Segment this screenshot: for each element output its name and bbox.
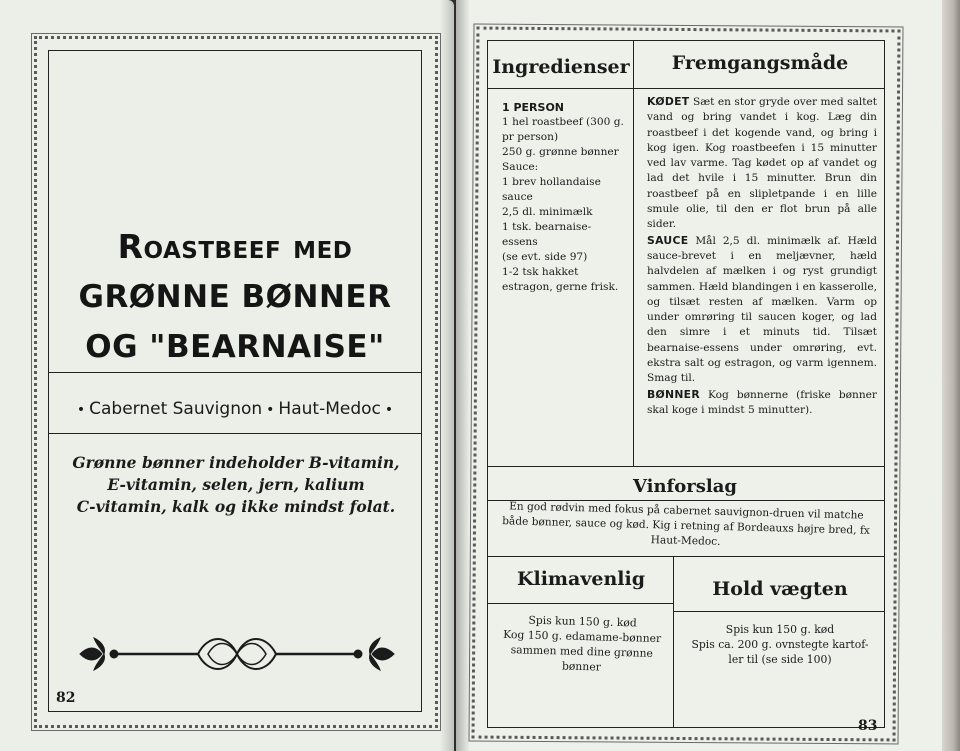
climate-line: Kog 150 g. edamame-bønner	[503, 627, 662, 646]
weight-line: Spis ca. 200 g. ovnstegte kartof-	[691, 638, 869, 651]
recipe-title	[50, 222, 420, 372]
climate-line: bønner	[561, 659, 602, 674]
ingredients-list	[502, 100, 626, 295]
method-step-text: Mål 2,5 dl. minimælk af. Hæld sauce-brevet i en meljævner, hæld halvdelen af mælken i og ryst grundigt sammen. Hæld blandingen i en kasserolle, og tilsæt resten af mælken. Varm op under omrøring til saucen koger, og lad den simre i et minuts tid. Tilsæt bearnaise-essens under omrøring, evt. ekstra salt og estragon, og varm igennem. Smag til.	[647, 234, 877, 385]
ingredients-header: Ingredienser	[492, 56, 630, 78]
title-divider-bottom	[49, 433, 421, 434]
method-step-text: Sæt en stor gryde over med saltet vand og bring vandet i kog. Læg din roastbeef i det kogende vand, og bring i kog igen. Kog roastbeefen i 15 minutter ved lav varme. Tag kødet op af vandet og lad det hvile i 15 minutter. Brun din roastbeef på en slipletpande i en lille smule olie, til den er flot brun på alle sider.	[647, 96, 877, 231]
nutrition-note	[54, 452, 418, 518]
climate-text	[493, 612, 671, 677]
weight-text	[680, 622, 880, 667]
ingredient-item: 1 hel roastbeef (300 g.	[502, 116, 624, 128]
ingredient-item: 1 tsk. bearnaise-essens	[502, 221, 592, 248]
boxes-divider-top	[488, 556, 884, 557]
weight-line: ler til (se side 100)	[728, 653, 832, 666]
wine-grape: Cabernet Sauvignon	[89, 399, 263, 419]
column-divider	[633, 41, 634, 467]
weight-line: Spis kun 150 g. kød	[725, 623, 835, 636]
wine-row-divider-top	[488, 466, 884, 467]
flourish-ornament-icon	[78, 628, 396, 680]
book-page-edges	[942, 0, 960, 751]
nutrition-line-1: Grønne bønner indeholder B-vitamin,	[72, 453, 400, 472]
boxes-header-underline-right	[673, 611, 884, 612]
method-step-lead: KØDET	[647, 95, 690, 108]
wine-header: Vinforslag	[632, 476, 738, 497]
bullet-icon: •	[266, 402, 275, 418]
ingredient-item: pr person)	[502, 131, 559, 143]
method-step-lead: SAUCE	[647, 233, 689, 247]
wine-region: Haut-Medoc	[278, 399, 381, 419]
nutrition-line-2: E-vitamin, selen, jern, kalium	[107, 475, 365, 494]
title-divider-top	[49, 372, 421, 373]
wine-suggestion-text: En god rødvin med fokus på cabernet sauvignon-druen vil matche både bønner, sauce og kød. Kig i retning af Bordeauxs højre bred, fx Haut-Medoc.	[502, 500, 870, 548]
boxes-header-underline-left	[488, 603, 673, 604]
method-text	[647, 94, 877, 418]
climate-header: Klimavenlig	[516, 568, 646, 590]
ingredient-item: (se evt. side 97)	[502, 251, 588, 263]
method-step-text: Kog bønnerne (friske bønner skal koge i mindst 5 minutter).	[647, 388, 877, 416]
wine-pairing	[50, 399, 420, 419]
page-number-left: 82	[56, 690, 76, 706]
page-number-right: 83	[858, 718, 878, 734]
ingredient-item: 2,5 dl. minimælk	[502, 206, 593, 218]
method-step-meat	[647, 94, 877, 233]
title-line-2: GRØNNE BØNNER	[78, 279, 392, 315]
ingredient-item: estragon, gerne frisk.	[502, 281, 619, 293]
boxes-column-divider	[673, 556, 674, 728]
nutrition-line-3: C-vitamin, kalk og ikke mindst folat.	[76, 497, 396, 516]
ingredient-item: 1-2 tsk hakket	[502, 266, 579, 278]
weight-header: Hold vægten	[712, 578, 848, 600]
ingredient-item: 250 g. grønne bønner	[502, 146, 619, 158]
method-step-sauce	[647, 233, 877, 387]
climate-line: Spis kun 150 g. kød	[528, 613, 637, 630]
header-row-divider	[488, 88, 884, 89]
left-page	[0, 0, 454, 751]
bullet-icon: •	[384, 402, 394, 418]
ingredient-item: 1 brev hollandaise	[502, 176, 601, 188]
method-step-lead: BØNNER	[647, 387, 700, 401]
ingredient-item: Sauce:	[502, 161, 539, 173]
serving-size: 1 PERSON	[502, 101, 565, 114]
method-step-beans	[647, 387, 877, 419]
ingredient-item: sauce	[502, 191, 533, 203]
left-page-inner-frame	[48, 50, 422, 712]
title-line-3: OG "BEARNAISE"	[85, 329, 385, 365]
method-header: Fremgangsmåde	[671, 52, 849, 74]
climate-line: sammen med dine grønne	[510, 643, 654, 660]
bullet-icon: •	[76, 402, 86, 418]
title-line-1: Roastbeef med	[117, 227, 353, 266]
